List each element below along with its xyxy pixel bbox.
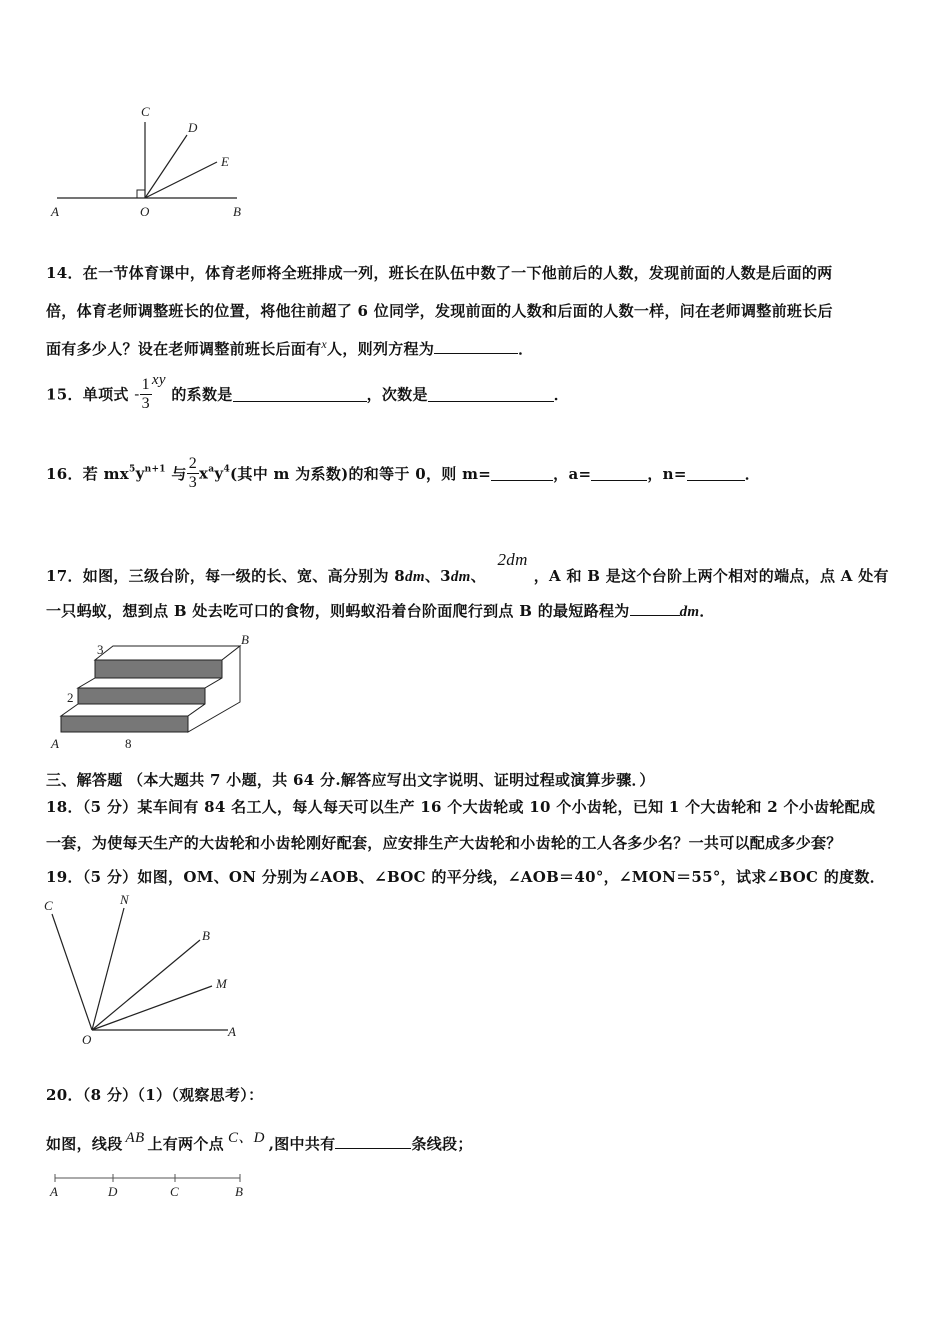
q16-y2: y [214,464,224,483]
q20-text1: 如图，线段 [46,1135,123,1153]
q20-line1: 20．（8 分）（1）（观察思考）： [46,1086,264,1104]
ray-od [145,135,187,198]
q16-prefix: 16．若 mx [46,465,130,483]
q16-exp4: 4 [223,464,230,475]
fig20-segment-diagram [45,1168,255,1204]
ray-om [92,986,212,1030]
label-n: N [120,892,129,907]
ray-on [92,908,124,1030]
step-low-tread [61,704,205,716]
q16-fraction [187,455,199,492]
q20-text2: 上有两个点 [147,1135,224,1153]
q17-text1: 17．如图，三级台阶，每一级的长、宽、高分别为 8 [46,567,406,585]
q15-end: ． [553,385,570,404]
q14-line3 [46,337,533,359]
q17-line1 [46,550,889,586]
q14-answer-blank[interactable] [434,339,518,354]
q17-line2 [46,600,715,621]
step-top-front [95,660,222,678]
q15-degree-blank[interactable] [428,387,554,402]
q14-line3-text: 面有多少人？设在老师调整前班长后面有 [46,340,322,358]
q16-exp2: n+1 [144,464,166,475]
step-mid-front [78,688,205,704]
q17-line2-text: 一只蚂蚁，想到点 B 处去吃可口的食物，则蚂蚁沿着台阶面爬行到点 B 的最短路程为 [46,602,630,620]
q17-dm2: dm [450,569,471,585]
q16-with: 与 [171,465,187,483]
fig13-angle-diagram [45,100,255,225]
fig17-stairs-diagram [45,632,265,754]
fig19-angle-diagram [40,892,250,1052]
label-a: A [51,204,59,219]
q15-frac-den: 3 [141,394,150,412]
q18-line2: 一套，为使每天生产的大齿轮和小齿轮刚好配套，应安排生产大齿轮和小齿轮的工人各多少名？一共可以配成多少套？ [46,834,842,852]
ray-oc [52,914,92,1030]
q16-n-label: ，n= [647,465,687,483]
ray-oe [145,162,217,198]
q15-mid: 的系数是 [171,385,233,404]
label-c: C [141,104,150,119]
q15-mid2: ，次数是 [366,385,428,404]
q20-text4: 条线段； [411,1135,473,1153]
label-b: B [233,204,241,219]
label-c: C [44,898,53,913]
label-b: B [241,632,249,647]
label-b: B [235,1184,243,1199]
label-a: A [228,1024,236,1039]
step-top-tread [95,646,240,660]
label-b: B [202,928,210,943]
q16-a-blank[interactable] [591,466,647,481]
q17-height: 2dm [497,550,528,569]
q16-end: ． [744,465,761,483]
q14-end: ． [518,340,534,358]
ray-ob [92,940,200,1030]
q17-dm1: dm [405,569,425,585]
q16-exp1: 5 [129,464,136,475]
right-angle-mark [137,190,145,198]
step-low-front [61,716,188,732]
q14-line3-text2: 人，则列方程为 [327,340,435,358]
q20-answer-blank[interactable] [335,1134,411,1149]
label-3: 3 [97,642,104,657]
label-8: 8 [125,736,132,751]
q18-line1: 18．（5 分）某车间有 84 名工人，每人每天可以生产 16 个大齿轮或 10 个小齿轮，已知 1 个大齿轮和 2 个小齿轮配成 [46,798,876,816]
label-a: A [51,736,59,751]
q17-sep1: 、3 [424,567,451,585]
q17-unit: dm [679,604,700,620]
q19-line1: 19．（5 分）如图，OM、ON 分别为∠AOB、∠BOC 的平分线，∠AOB＝40°，∠MON＝55°，试求∠BOC 的度数． [46,868,886,886]
q20-seg: AB [125,1130,145,1146]
q20-text3: ,图中共有 [268,1135,336,1153]
label-d: D [108,1184,118,1199]
label-d: D [188,120,198,135]
q15-line [46,372,569,413]
q15-fraction [140,376,152,413]
q16-y: y [135,464,145,483]
q16-line [46,455,760,492]
q16-n-blank[interactable] [687,466,745,481]
label-c: C [170,1184,179,1199]
q15-coefficient-blank[interactable] [233,387,367,402]
q14-line2: 倍，体育老师调整班长的位置，将他往前超了 6 位同学，发现前面的人数和后面的人数一样，问在老师调整前班长后 [46,302,833,320]
q17-end: ． [699,602,715,620]
q16-x: x [199,464,209,483]
q15-prefix: 15．单项式 [46,385,129,404]
q16-rest: (其中 m 为系数)的和等于 0，则 m= [230,465,492,483]
label-a: A [50,1184,58,1199]
label-m: M [216,976,227,991]
q16-frac-num: 2 [188,455,198,472]
q17-text2: ，A 和 B 是这个台阶上两个相对的端点，点 A 处有 [533,567,889,585]
q16-m-blank[interactable] [491,466,553,481]
q17-answer-blank[interactable] [630,601,680,616]
q16-exp3: a [208,464,215,475]
step-mid-tread [78,678,222,688]
label-o: O [82,1032,92,1047]
label-2: 2 [67,690,74,705]
label-e: E [221,154,229,169]
q20-points: C、D [227,1130,265,1146]
q16-a-label: ，a= [553,465,592,483]
q15-frac-num: 1 [141,375,150,393]
section3-title: 三、解答题 （本大题共 7 小题，共 64 分.解答应写出文字说明、证明过程或演算步骤．） [46,771,655,789]
q17-sep2: 、 [470,567,486,585]
label-o: O [140,204,150,219]
q15-vars: xy [151,372,166,388]
q15-sign: - [134,385,140,403]
q20-line2 [46,1126,473,1154]
q14-var-x: x [321,337,328,351]
q14-line1: 14．在一节体育课中，体育老师将全班排成一列，班长在队伍中数了一下他前后的人数，发现前面的人数是后面的两 [46,264,833,282]
q16-frac-den: 3 [188,474,198,491]
